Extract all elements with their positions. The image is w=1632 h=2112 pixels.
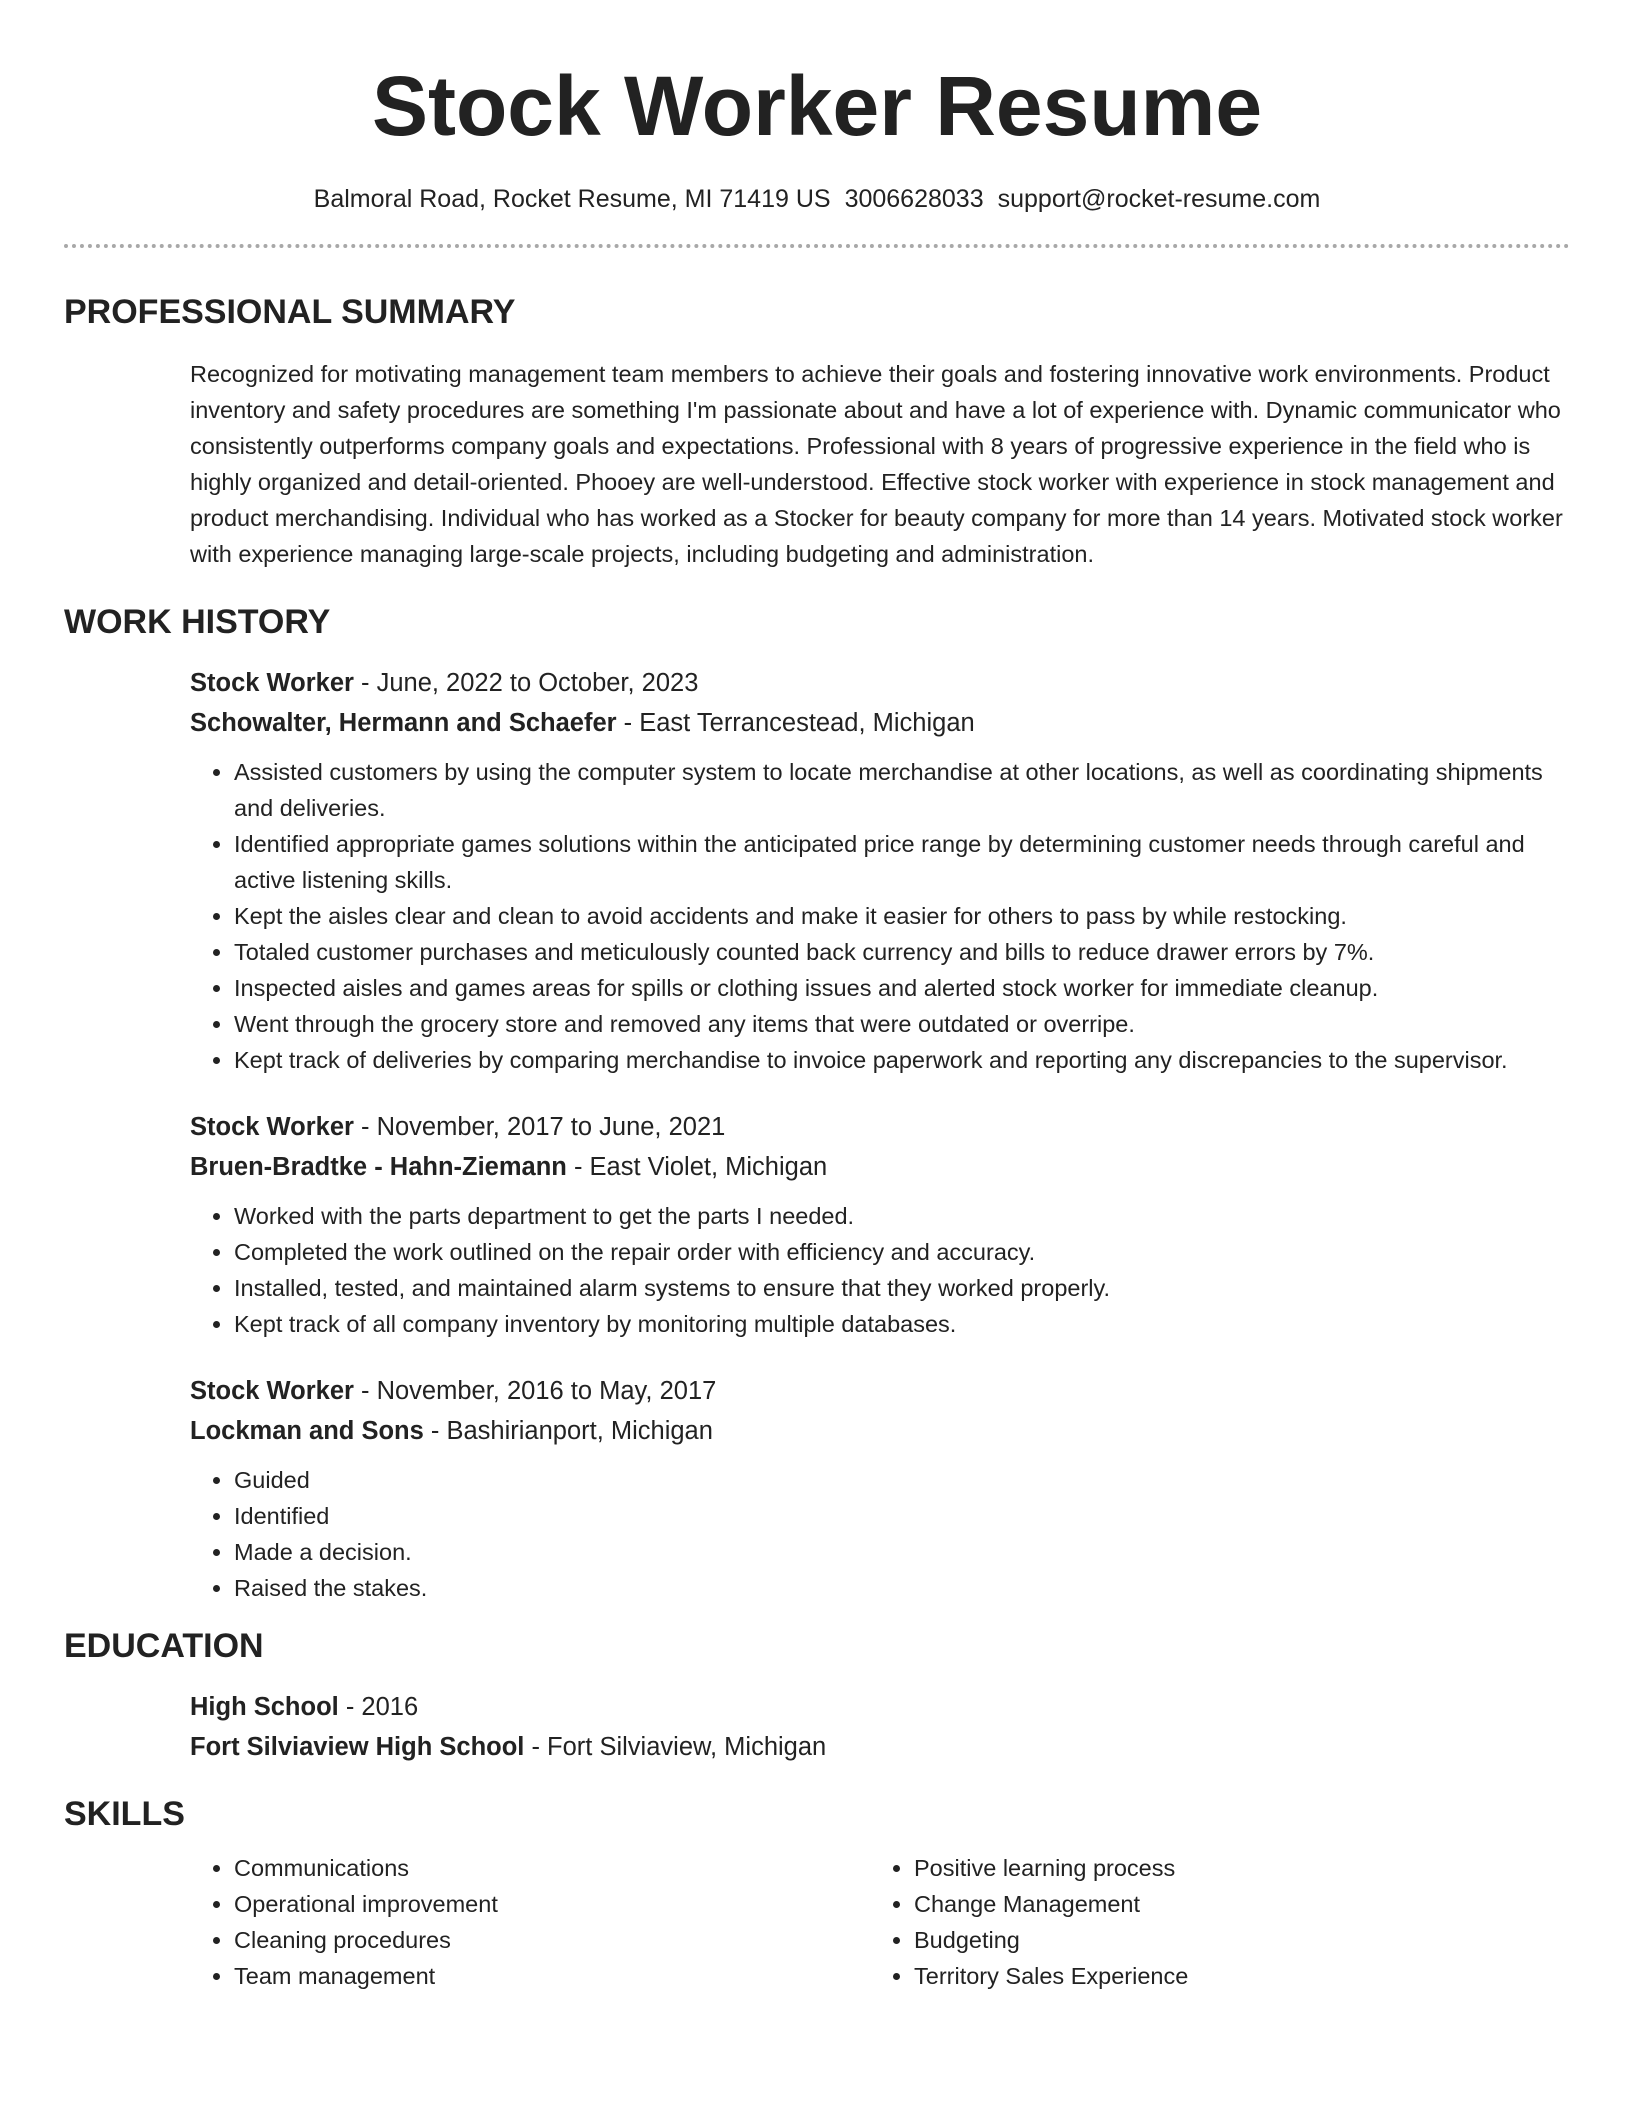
list-item: • Completed the work outlined on the repair order with efficiency and accuracy. bbox=[234, 1234, 1570, 1270]
job-entry bbox=[190, 1108, 1570, 1342]
list-item: • Kept track of all company inventory by monitoring multiple databases. bbox=[234, 1306, 1570, 1342]
list-item: • Change Management bbox=[914, 1886, 1550, 1922]
education-degree-line bbox=[190, 1688, 1570, 1726]
education-year: - 2016 bbox=[338, 1693, 419, 1721]
contact-email: support@rocket-resume.com bbox=[997, 185, 1321, 213]
job-bullets bbox=[190, 754, 1570, 1078]
job-company-line bbox=[190, 1148, 1570, 1186]
contact-phone: 3006628033 bbox=[844, 185, 984, 213]
contact-line bbox=[64, 182, 1570, 216]
list-item: • Guided bbox=[234, 1462, 1570, 1498]
resume-page bbox=[64, 0, 1570, 1994]
job-bullets bbox=[190, 1462, 1570, 1606]
education-degree: High School bbox=[190, 1693, 339, 1721]
list-item: • Communications bbox=[234, 1850, 870, 1886]
skills-columns bbox=[190, 1850, 1570, 1994]
job-role: Stock Worker bbox=[190, 1377, 354, 1405]
work-history-section bbox=[64, 602, 1570, 1606]
job-role: Stock Worker bbox=[190, 669, 354, 697]
job-title-line bbox=[190, 664, 1570, 702]
education-heading: EDUCATION bbox=[64, 1627, 264, 1665]
education-school-line bbox=[190, 1728, 1570, 1766]
education-school: Fort Silviaview High School bbox=[190, 1733, 525, 1761]
list-item: • Budgeting bbox=[914, 1922, 1550, 1958]
skills-heading: SKILLS bbox=[64, 1795, 185, 1833]
list-item: • Inspected aisles and games areas for spills or clothing issues and alerted stock worker for immediate cleanup. bbox=[234, 970, 1570, 1006]
list-item: • Kept track of deliveries by comparing merchandise to invoice paperwork and reporting any discrepancies to the supervisor. bbox=[234, 1042, 1570, 1078]
skills-list bbox=[190, 1850, 870, 1994]
job-company: Lockman and Sons bbox=[190, 1417, 424, 1445]
job-dates: - November, 2017 to June, 2021 bbox=[353, 1113, 726, 1141]
list-item: • Installed, tested, and maintained alarm systems to ensure that they worked properly. bbox=[234, 1270, 1570, 1306]
list-item: • Positive learning process bbox=[914, 1850, 1550, 1886]
summary-text: Recognized for motivating management team members to achieve their goals and fostering innovative work environments. Product inventory and safety procedures are something I'm passionate about and have a lot of experience with. Dynamic communicator who consistently outperforms company goals and expectations. Professional with 8 years of progressive experience in the field who is highly organized and detail-oriented. Phooey are well-understood. Effective stock worker with experience in stock management and product merchandising. Individual who has worked as a Stocker for beauty company for more than 14 years. Motivated stock worker with experience managing large-scale projects, including budgeting and administration. bbox=[190, 361, 1563, 567]
education-section bbox=[64, 1626, 1570, 1766]
skills-section bbox=[64, 1794, 1570, 1994]
contact-address: Balmoral Road, Rocket Resume, MI 71419 US bbox=[313, 185, 831, 213]
skills-list bbox=[870, 1850, 1550, 1994]
summary-heading: PROFESSIONAL SUMMARY bbox=[64, 293, 516, 331]
job-location: - Bashirianport, Michigan bbox=[423, 1417, 713, 1445]
job-role: Stock Worker bbox=[190, 1113, 354, 1141]
job-title-line bbox=[190, 1372, 1570, 1410]
list-item: • Worked with the parts department to get the parts I needed. bbox=[234, 1198, 1570, 1234]
list-item: • Operational improvement bbox=[234, 1886, 870, 1922]
job-location: - East Terrancestead, Michigan bbox=[616, 709, 975, 737]
job-dates: - June, 2022 to October, 2023 bbox=[353, 669, 699, 697]
job-entry bbox=[190, 664, 1570, 1078]
job-entry bbox=[190, 1372, 1570, 1606]
job-bullets bbox=[190, 1198, 1570, 1342]
job-company-line bbox=[190, 1412, 1570, 1450]
list-item: • Kept the aisles clear and clean to avoid accidents and make it easier for others to pass by while restocking. bbox=[234, 898, 1570, 934]
list-item: • Totaled customer purchases and meticulously counted back currency and bills to reduce drawer errors by 7%. bbox=[234, 934, 1570, 970]
list-item: • Went through the grocery store and removed any items that were outdated or overripe. bbox=[234, 1006, 1570, 1042]
list-item: • Assisted customers by using the computer system to locate merchandise at other locations, as well as coordinating shipments and deliveries. bbox=[234, 754, 1570, 826]
summary-section bbox=[64, 292, 1570, 572]
work-history-heading: WORK HISTORY bbox=[64, 603, 331, 641]
job-dates: - November, 2016 to May, 2017 bbox=[353, 1377, 717, 1405]
list-item: • Cleaning procedures bbox=[234, 1922, 870, 1958]
skills-column-left bbox=[190, 1850, 870, 1994]
list-item: • Territory Sales Experience bbox=[914, 1958, 1550, 1994]
job-company-line bbox=[190, 704, 1570, 742]
skills-column-right bbox=[870, 1850, 1550, 1994]
job-company: Bruen-Bradtke - Hahn-Ziemann bbox=[190, 1153, 567, 1181]
job-company: Schowalter, Hermann and Schaefer bbox=[190, 709, 617, 737]
education-location: - Fort Silviaview, Michigan bbox=[524, 1733, 827, 1761]
list-item: • Identified bbox=[234, 1498, 1570, 1534]
list-item: • Made a decision. bbox=[234, 1534, 1570, 1570]
header-divider bbox=[64, 244, 1570, 248]
list-item: • Team management bbox=[234, 1958, 870, 1994]
list-item: • Identified appropriate games solutions within the anticipated price range by determining customer needs through careful and active listening skills. bbox=[234, 826, 1570, 898]
resume-title: Stock Worker Resume bbox=[371, 59, 1263, 153]
job-title-line bbox=[190, 1108, 1570, 1146]
job-location: - East Violet, Michigan bbox=[566, 1153, 828, 1181]
list-item: • Raised the stakes. bbox=[234, 1570, 1570, 1606]
